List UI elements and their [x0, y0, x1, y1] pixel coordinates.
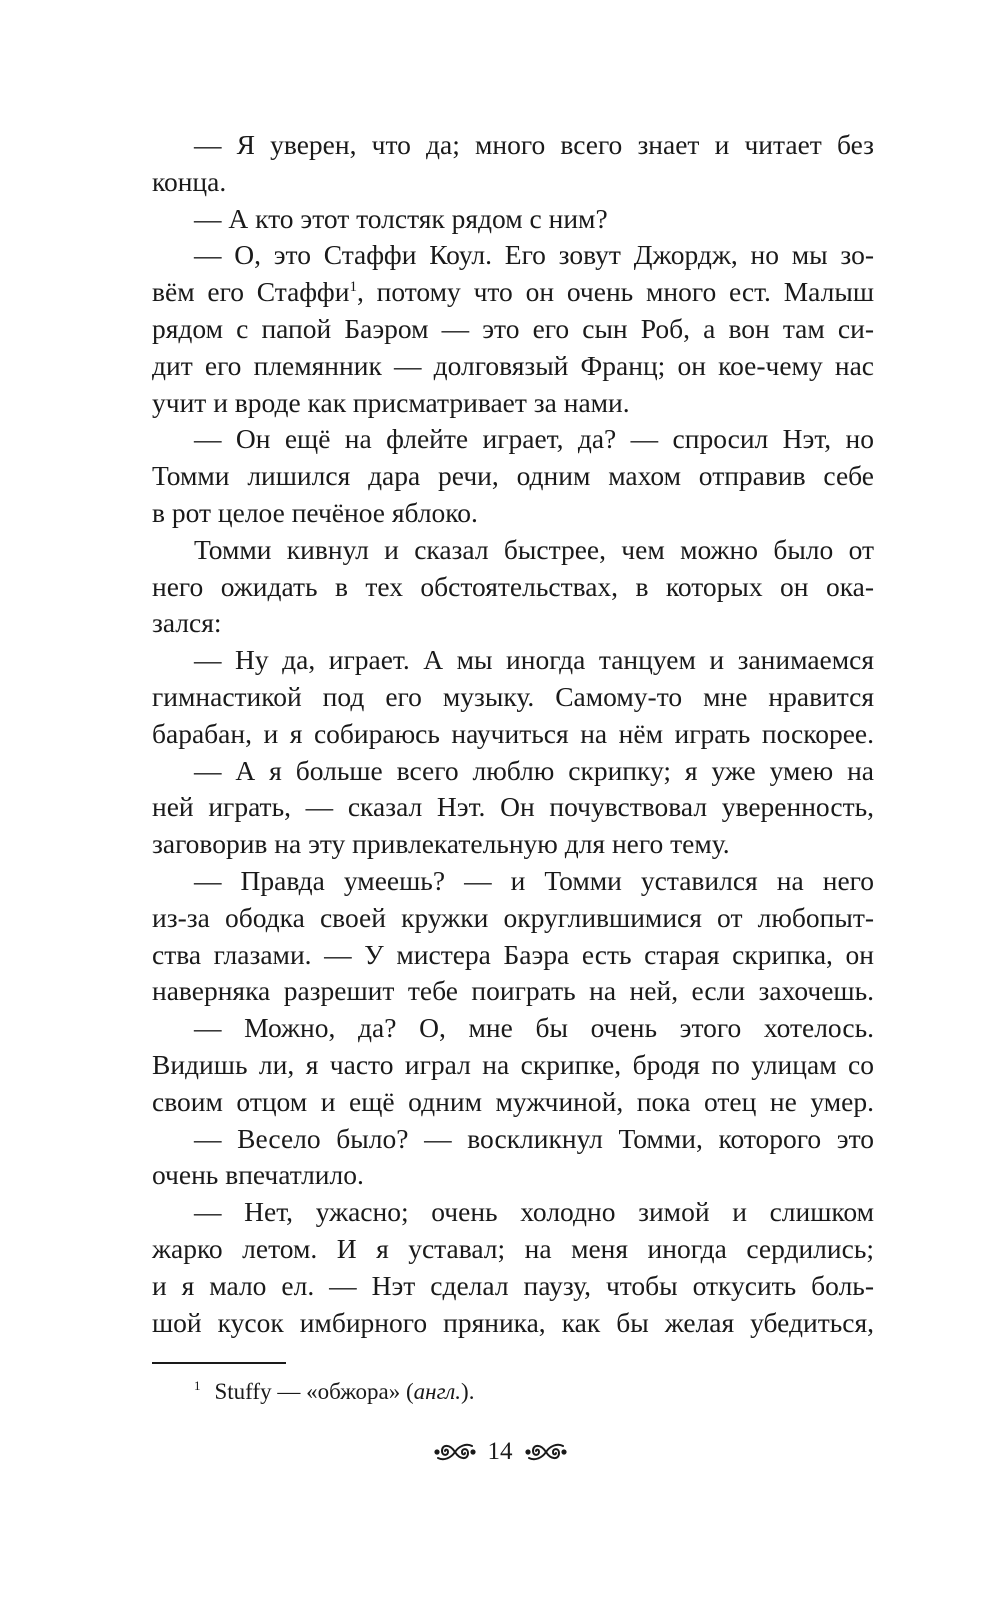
text-line: ней играть, — сказал Нэт. Он почувствовал уверенность,: [152, 791, 874, 823]
text-line: рядом с папой Баэром — это его сын Роб, а вон там си-: [152, 312, 874, 344]
text-line: — А кто этот толстяк рядом с ним?: [194, 202, 608, 234]
text-segment: вём его Стаффи: [152, 276, 350, 308]
text-line: конца.: [152, 165, 227, 197]
text-line: жарко летом. И я уставал; на меня иногда сердились;: [152, 1232, 874, 1264]
text-line: — Он ещё на флейте играет, да? — спросил Нэт, но: [194, 423, 874, 455]
left-ornament-icon: [434, 1439, 476, 1465]
text-line: и я мало ел. — Нэт сделал паузу, чтобы откусить боль-: [152, 1269, 874, 1301]
text-line: — О, это Стаффи Коул. Его зовут Джордж, но мы зо-: [194, 239, 874, 271]
page-number: 14: [487, 1438, 513, 1465]
footnote-lang-open: (: [400, 1379, 414, 1404]
text-line: зался:: [152, 607, 222, 639]
text-line: — А я больше всего люблю скрипку; я уже умею на: [194, 754, 874, 786]
text-line: Томми кивнул и сказал быстрее, чем можно было от: [194, 533, 874, 565]
footnote-term: Stuffy: [214, 1379, 272, 1404]
footnote-lang-close: ).: [461, 1379, 475, 1404]
right-ornament-icon: [525, 1439, 567, 1465]
text-line: своим отцом и ещё одним мужчиной, пока отец не умер.: [152, 1085, 874, 1117]
footnote: [194, 1377, 474, 1407]
text-line: из-за ободка своей кружки округлившимися от любопыт-: [152, 901, 874, 933]
text-line: — Правда умеешь? — и Томми уставился на него: [194, 864, 874, 896]
footnote-separator: [152, 1362, 286, 1364]
text-segment: , потому что он очень много ест. Малыш: [356, 276, 874, 308]
text-line: дит его племянник — долговязый Франц; он кое-чему нас: [152, 349, 874, 381]
text-line: [152, 274, 874, 311]
text-line: Видишь ли, я часто играл на скрипке, бродя по улицам со: [152, 1048, 874, 1080]
text-line: — Весело было? — воскликнул Томми, которого это: [194, 1122, 874, 1154]
footnote-marker: 1: [194, 1378, 201, 1393]
text-line: — Можно, да? О, мне бы очень этого хотелось.: [194, 1012, 874, 1044]
text-line: шой кусок имбирного пряника, как бы желая убедиться,: [152, 1306, 874, 1338]
text-line: очень впечатлило.: [152, 1159, 364, 1191]
text-line: гимнастикой под его музыку. Самому-то мне нравится: [152, 680, 874, 712]
text-line: — Ну да, играет. А мы иногда танцуем и занимаемся: [194, 644, 874, 676]
text-line: него ожидать в тех обстоятельствах, в которых он ока-: [152, 570, 874, 602]
text-line: наверняка разрешит тебе поиграть на ней, если захочешь.: [152, 975, 874, 1007]
page-footer: [0, 1432, 1000, 1472]
text-line: учит и вроде как присматривает за нами.: [152, 386, 630, 418]
footnote-dash: —: [271, 1379, 307, 1404]
footnote-translation: «обжора»: [306, 1379, 401, 1404]
text-line: — Нет, ужасно; очень холодно зимой и слишком: [194, 1196, 874, 1228]
footnote-reference: 1: [349, 279, 357, 296]
text-line: Томми лишился дара речи, одним махом отправив себе: [152, 460, 874, 492]
text-line: — Я уверен, что да; много всего знает и читает без: [194, 129, 874, 160]
text-line: заговорив на эту привлекательную для него тему.: [152, 828, 730, 860]
footnote-lang: англ.: [413, 1379, 462, 1404]
text-line: барабан, и я собираюсь научиться на нём играть поскорее.: [152, 717, 874, 749]
text-line: ства глазами. — У мистера Баэра есть старая скрипка, он: [152, 938, 874, 970]
text-line: в рот целое печёное яблоко.: [152, 496, 478, 528]
body-text: [152, 127, 874, 1341]
